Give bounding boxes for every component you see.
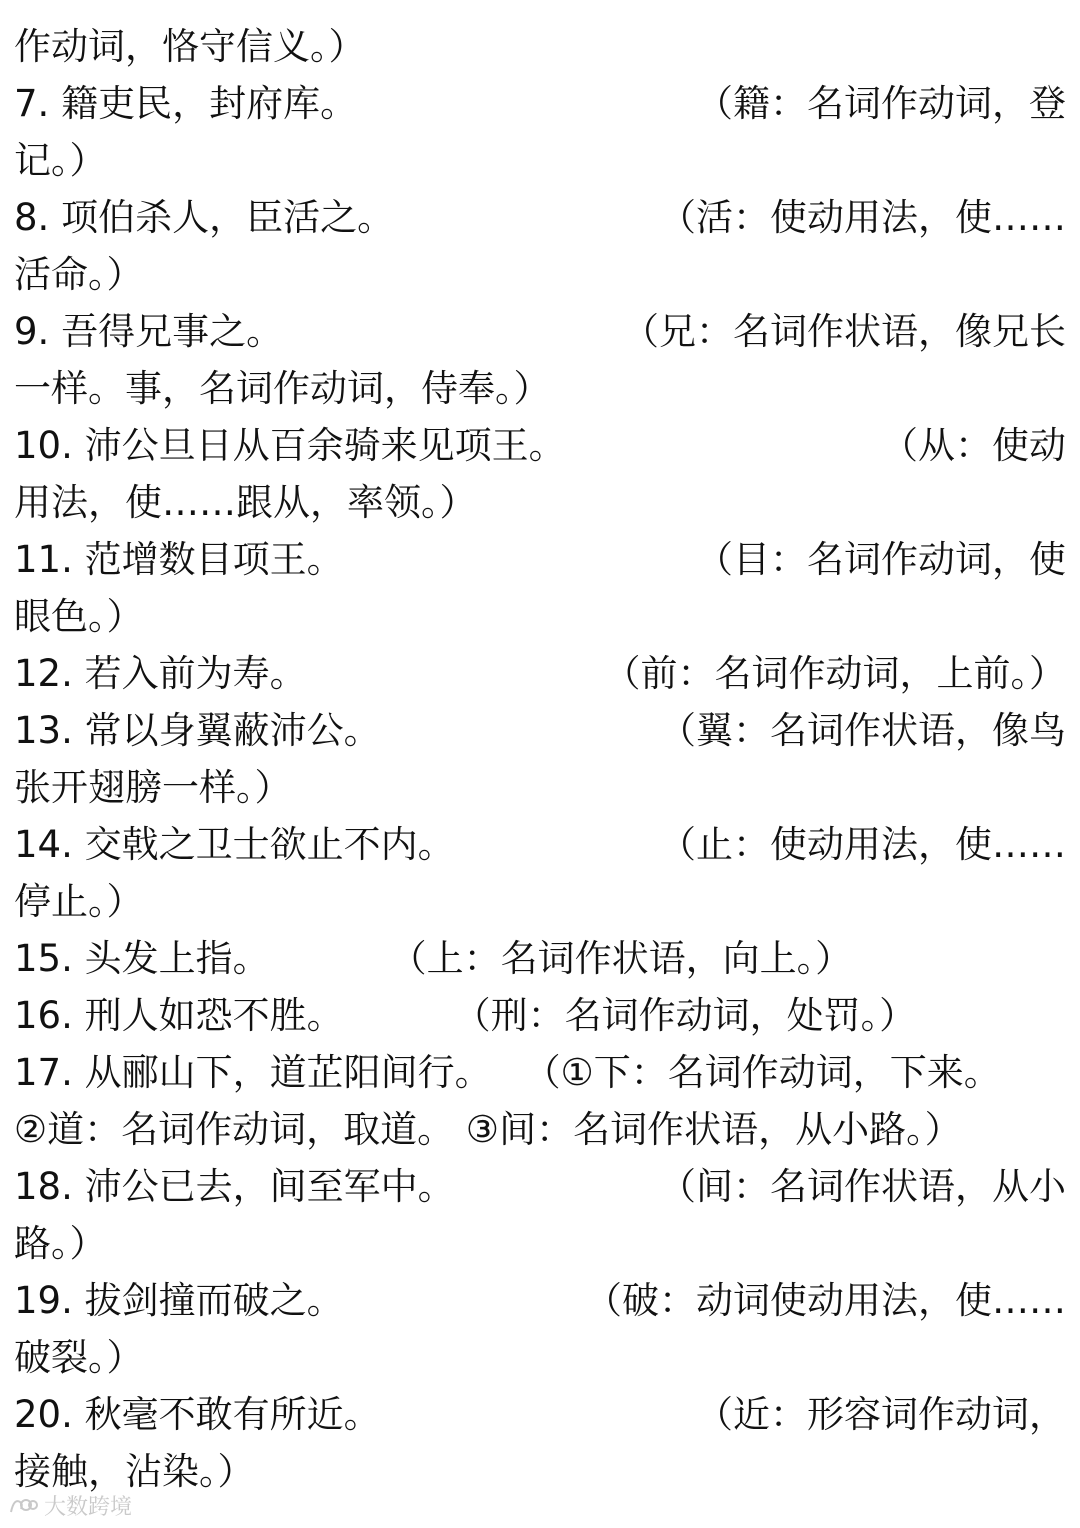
annotation: （止：使动用法，使…… xyxy=(659,823,1066,866)
watermark-logo-icon xyxy=(8,1494,38,1516)
line-text: 18. 沛公已去，间至军中。 xyxy=(14,1165,455,1208)
annotation: （近：形容词作动词， xyxy=(696,1393,1066,1436)
text-line xyxy=(14,930,1066,987)
line-text: 7. 籍吏民，封府库。 xyxy=(14,82,358,125)
line-text: 记。） xyxy=(14,139,107,182)
line-text: 19. 拔剑撞而破之。 xyxy=(14,1279,344,1322)
annotation: （破：动词使动用法，使…… xyxy=(585,1279,1066,1322)
text-line xyxy=(14,1215,1066,1272)
text-line xyxy=(14,474,1066,531)
annotation: （活：使动用法，使…… xyxy=(659,196,1066,239)
line-text: 14. 交戟之卫士欲止不内。 xyxy=(14,823,455,866)
annotation: （翼：名词作状语，像鸟 xyxy=(659,709,1066,752)
text-line xyxy=(14,1101,1066,1158)
annotation: （①下：名词作动词，下来。 xyxy=(523,1051,1001,1094)
line-text: 13. 常以身翼蔽沛公。 xyxy=(14,709,381,752)
text-line xyxy=(14,702,1066,759)
text-line xyxy=(14,1386,1066,1443)
annotation: （上：名词作状语，向上。） xyxy=(389,937,853,980)
line-text: 张开翅膀一样。） xyxy=(14,766,292,809)
line-text: 停止。） xyxy=(14,880,144,923)
text-line xyxy=(14,588,1066,645)
text-line xyxy=(14,417,1066,474)
text-line xyxy=(14,1272,1066,1329)
line-text: 12. 若入前为寿。 xyxy=(14,652,307,695)
text-line xyxy=(14,531,1066,588)
line-text: 8. 项伯杀人，臣活之。 xyxy=(14,196,395,239)
line-text: 作动词，恪守信义。） xyxy=(14,25,366,68)
line-text: 15. 头发上指。 xyxy=(14,937,270,980)
annotation: （前：名词作动词，上前。） xyxy=(603,652,1066,695)
text-line xyxy=(14,873,1066,930)
text-line xyxy=(14,360,1066,417)
annotation: （籍：名词作动词，登 xyxy=(696,82,1066,125)
line-text: 20. 秋毫不敢有所近。 xyxy=(14,1393,381,1436)
line-text: 路。） xyxy=(14,1222,107,1265)
annotation: （兄：名词作状语，像兄长 xyxy=(622,310,1066,353)
line-text: 9. 吾得兄事之。 xyxy=(14,310,284,353)
annotation: （刑：名词作动词，处罚。） xyxy=(453,994,917,1037)
text-line xyxy=(14,1158,1066,1215)
text-line xyxy=(14,75,1066,132)
watermark xyxy=(8,1490,132,1520)
text-line xyxy=(14,303,1066,360)
text-line xyxy=(14,1329,1066,1386)
line-text: 接触，沾染。） xyxy=(14,1450,255,1493)
watermark-text: 大数跨境 xyxy=(44,1494,133,1520)
text-line xyxy=(14,1044,1066,1101)
line-text: 17. 从郦山下，道芷阳间行。 xyxy=(14,1051,492,1094)
line-text: 11. 范增数目项王。 xyxy=(14,538,344,581)
annotation: （从：使动 xyxy=(881,424,1066,467)
text-line xyxy=(14,246,1066,303)
line-text: 用法，使……跟从，率领。） xyxy=(14,481,477,524)
line-text: 眼色。） xyxy=(14,595,144,638)
line-text: ②道：名词作动词，取道。 ③间：名词作状语，从小路。） xyxy=(14,1108,962,1151)
line-text: 破裂。） xyxy=(14,1336,144,1379)
text-line xyxy=(14,759,1066,816)
line-text: 16. 刑人如恐不胜。 xyxy=(14,994,344,1037)
text-line xyxy=(14,645,1066,702)
annotation: （间：名词作状语，从小 xyxy=(659,1165,1066,1208)
line-text: 活命。） xyxy=(14,253,144,296)
line-text: 一样。事，名词作动词，侍奉。） xyxy=(14,367,551,410)
text-line xyxy=(14,1443,1066,1500)
text-line xyxy=(14,18,1066,75)
text-line xyxy=(14,816,1066,873)
text-line xyxy=(14,189,1066,246)
text-line xyxy=(14,132,1066,189)
line-text: 10. 沛公旦日从百余骑来见项王。 xyxy=(14,424,566,467)
text-line xyxy=(14,987,1066,1044)
annotation: （目：名词作动词，使 xyxy=(696,538,1066,581)
document-body xyxy=(14,18,1066,1500)
